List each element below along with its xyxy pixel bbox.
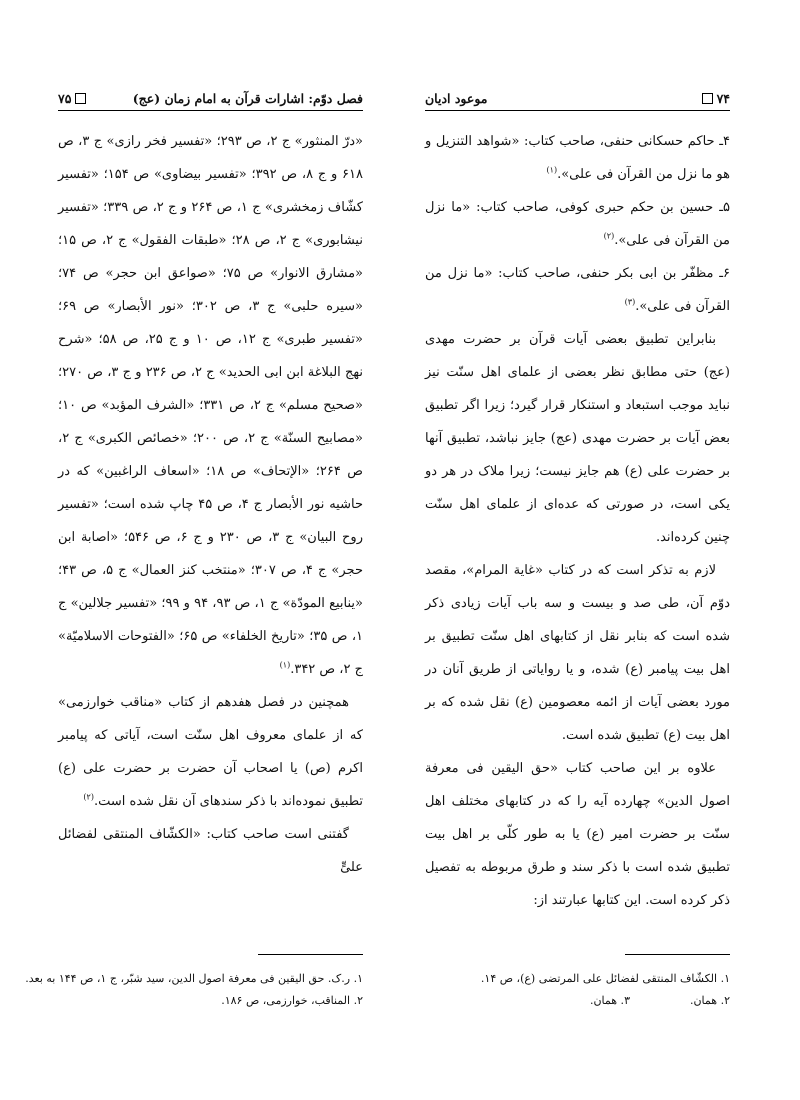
footnote-mark: (۲) bbox=[603, 231, 615, 241]
footnote: ۱. الکشّاف المنتقی لفضائل علی المرتضی (ع)، ص ۱۴. bbox=[480, 972, 730, 985]
page-number: ۷۴ bbox=[716, 91, 730, 106]
paragraph: ۵ـ حسین بن حکم حبری کوفی، صاحب کتاب: «ما نزل من القرآن فی علی».$^{(۲)}$ bbox=[425, 200, 730, 248]
page-header bbox=[58, 88, 363, 111]
footnote-divider bbox=[625, 954, 730, 955]
page-body bbox=[425, 125, 730, 917]
paragraph: لازم به تذکر است که در کتاب «غایة المرام»، مقصد دوّم آن، طی صد و بیست و سه باب آیات زیادی ذکر شده است که بنابر نقل از کتابهای اهل سنّت تطبیق بر اهل بیت پیامبر (ع) شده، و یا روایاتی از طریق آنان در مورد بعضی آیات از ائمه معصومین (ع) نقل شده که بر اهل بیت (ع) تطبیق شده است. bbox=[425, 563, 730, 743]
square-icon bbox=[702, 93, 713, 104]
footnote: ۲. همان. bbox=[689, 994, 730, 1007]
footnotes bbox=[425, 968, 730, 1012]
paragraph: ۴ـ حاکم حسکانی حنفی، صاحب کتاب: «شواهد التنزیل و هو ما نزل من القرآن فی علی».$^{(۱)}$ bbox=[425, 134, 730, 182]
footnote: ۲. المناقب، خوارزمی، ص ۱۸۶. bbox=[221, 994, 363, 1007]
footnote-mark: (۳) bbox=[624, 297, 636, 307]
page-number-group bbox=[702, 91, 730, 106]
footnote: ۱. ر.ک. حق الیقین فی معرفة اصول الدین، سید شبّر، ج ۱، ص ۱۴۴ به بعد. bbox=[25, 972, 363, 985]
square-icon bbox=[75, 93, 86, 104]
page-number: ۷۵ bbox=[58, 91, 72, 106]
page-header bbox=[425, 88, 730, 111]
page-body bbox=[58, 125, 363, 884]
footnote-mark: (۱) bbox=[546, 165, 558, 175]
footnote-mark: (۱) bbox=[279, 660, 291, 670]
paragraph: علاوه بر این صاحب کتاب «حق الیقین فی معرفة اصول الدین» چهارده آیه را که در کتابهای مختلف اهل سنّت بر حضرت امیر (ع) یا به طور کلّی بر اهل بیت تطبیق شده است با ذکر سند و طرق مربوطه به تفصیل ذکر کرده است. این کتابها عبارتند از: bbox=[425, 761, 730, 908]
book-title: موعود ادیان bbox=[425, 91, 488, 106]
footnotes bbox=[25, 968, 363, 1012]
paragraph: ۶ـ مظفّر بن ابی بکر حنفی، صاحب کتاب: «ما نزل من القرآن فی علی».$^{(۳)}$ bbox=[425, 266, 730, 314]
page-75 bbox=[25, 88, 364, 1007]
paragraph: بنابراین تطبیق بعضی آیات قرآن بر حضرت مهدی (عج) حتی مطابق نظر بعضی از علمای اهل سنّت نیز نباید موجب استبعاد و استنکار قرار گیرد؛ زیرا اگر تطبیق بعض آیات بر حضرت مهدی (عج) جایز نباشد، تطبیق آنها بر حضرت علی (ع) هم جایز نیست؛ زیرا ملاک در هر دو یکی است، در صورتی که عده‌ای از علمای اهل سنّت چنین کرده‌اند. bbox=[425, 332, 730, 545]
footnote-divider bbox=[258, 954, 363, 955]
paragraph: همچنین در فصل هفدهم از کتاب «مناقب خوارزمی» که از علمای معروف اهل سنّت است، آیاتی که پیامبر اکرم (ص) یا اصحاب آن حضرت بر حضرت علی (ع) تطبیق نموده‌اند با ذکر سندهای آن نقل شده است.$^{(۲)}$ bbox=[58, 695, 363, 809]
footnote-row bbox=[425, 990, 730, 1012]
paragraph: «درّ المنثور» ج ۲، ص ۲۹۳؛ «تفسیر فخر رازی» ج ۳، ص ۶۱۸ و ج ۸، ص ۳۹۲؛ «تفسیر بیضاوی» ص ۱۵۴؛ «تفسیر کشّاف زمخشری» ج ۱، ص ۲۶۴ و ج ۲، ص ۳۳۹؛ «تفسیر نیشابوری» ج ۲، ص ۲۸؛ «طبقات الفقول» ج ۲، ص ۱۵؛ «مشارق الانوار» ص ۷۵؛ «صواعق ابن حجر» ص ۷۴؛ «سیره حلبی» ج ۳، ص ۳۰۲؛ «نور الأبصار» ص ۶۹؛ «تفسیر طبری» ج ۱۲، ص ۱۰ و ج ۲۵، ص ۵۸؛ «شرح نهج البلاغة ابن ابی الحدید» ج ۲، ص ۲۳۶ و ج ۳، ص ۲۷۰؛ «صحیح مسلم» ج ۲، ص ۳۳۱؛ «الشرف المؤبد» ص ۱۰؛ «مصابیح السنّة» ج ۲، ص ۲۰۰؛ «خصائص الکبری» ج ۲، ص ۲۶۴؛ «الإتحاف» ص ۱۸؛ «اسعاف الراغبین» که در حاشیه نور الأبصار ج ۴، ص ۴۵ چاپ شده است؛ «تفسیر روح البیان» ج ۳، ص ۲۳۰ و ج ۶، ص ۵۴۶؛ «اصابة ابن حجر» ج ۴، ص ۳۰۷؛ «منتخب کنز العمال» ج ۵، ص ۴۳؛ «ینابیع المودّة» ج ۱، ص ۹۳، ۹۴ و ۹۹؛ «تفسیر جلالین» ج ۱، ص ۳۵؛ «تاریخ الخلفاء» ص ۶۵؛ «الفتوحات الاسلامیّة» ج ۲، ص ۳۴۲.$^{(۱)}$ bbox=[58, 134, 364, 677]
footnote: ۳. همان. bbox=[589, 994, 630, 1007]
page-74 bbox=[425, 88, 730, 1007]
footnote-mark: (۲) bbox=[83, 792, 94, 802]
page-number-group bbox=[58, 91, 86, 106]
paragraph: گفتنی است صاحب کتاب: «الکشّاف المنتقی لفضائل علیٍّ bbox=[58, 827, 363, 875]
chapter-title: فصل دوّم: اشارات قرآن به امام زمان (عج) bbox=[132, 91, 363, 106]
